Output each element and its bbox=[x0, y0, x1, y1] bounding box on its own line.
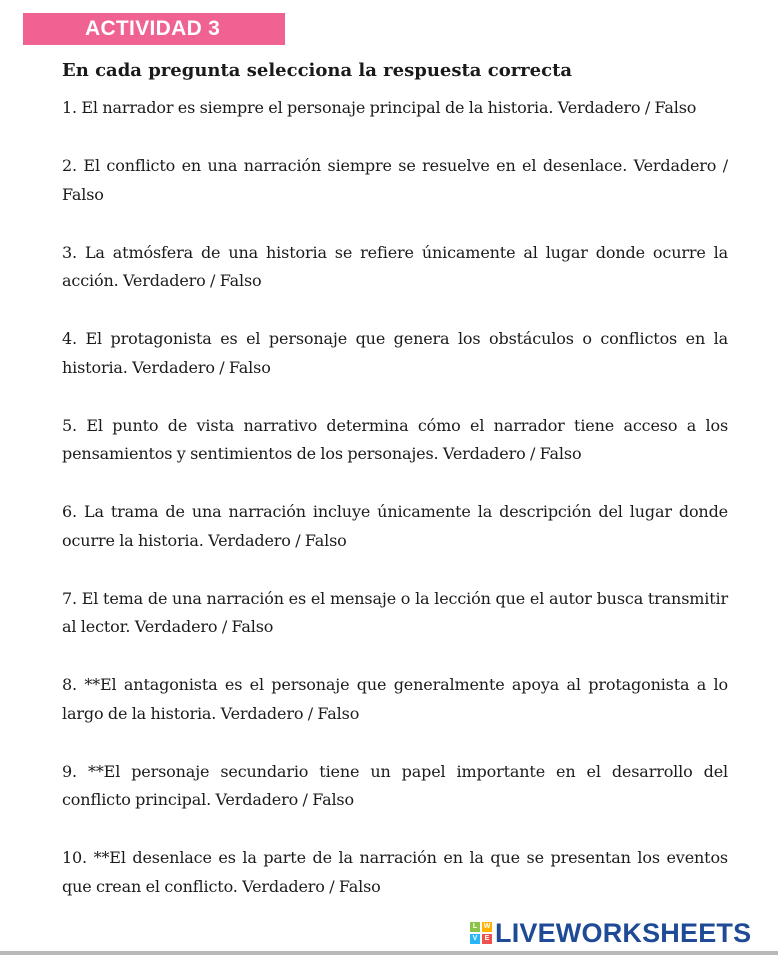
question-item: 4. El protagonista es el personaje que genera los obstáculos o conflictos en la historia. Verdadero / Falso bbox=[62, 329, 728, 377]
logo-tile: W bbox=[483, 923, 491, 930]
instruction-heading: En cada pregunta selecciona la respuesta correcta bbox=[62, 60, 573, 81]
question-item: 5. El punto de vista narrativo determina cómo el narrador tiene acceso a los pensamientos y sentimientos de los personajes. Verdadero / Falso bbox=[62, 415, 728, 463]
question-list bbox=[62, 94, 728, 931]
question-item: 9. **El personaje secundario tiene un papel importante en el desarrollo del conflicto principal. Verdadero / Falso bbox=[62, 761, 728, 809]
activity-badge-label: ACTIVIDAD 3 bbox=[85, 17, 221, 40]
bottom-divider bbox=[0, 951, 778, 955]
question-item: 1. El narrador es siempre el personaje principal de la historia. Verdadero / Falso bbox=[62, 98, 697, 117]
logo-tile: L bbox=[470, 922, 480, 932]
question-item: 10. **El desenlace es la parte de la narración en la que se presentan los eventos que crean el conflicto. Verdadero / Falso bbox=[62, 848, 728, 896]
logo-tile: E bbox=[482, 934, 492, 944]
liveworksheets-logo[interactable] bbox=[470, 919, 751, 947]
question-item: 8. **El antagonista es el personaje que generalmente apoya al protagonista a lo largo de la historia. Verdadero / Falso bbox=[62, 675, 728, 723]
question-item: 6. La trama de una narración incluye únicamente la descripción del lugar donde ocurre la historia. Verdadero / Falso bbox=[62, 502, 728, 550]
logo-wordmark: LIVEWORKSHEETS bbox=[495, 918, 752, 948]
activity-badge bbox=[23, 13, 285, 45]
question-item: 2. El conflicto en una narración siempre se resuelve en el desenlace. Verdadero / Falso bbox=[62, 156, 728, 204]
question-item: 7. El tema de una narración es el mensaje o la lección que el autor busca transmitir al lector. Verdadero / Falso bbox=[62, 588, 728, 636]
logo-tile: V bbox=[470, 934, 480, 944]
question-item: 3. La atmósfera de una historia se refiere únicamente al lugar donde ocurre la acción. Verdadero / Falso bbox=[62, 242, 728, 290]
logo-tiles-icon bbox=[470, 922, 492, 944]
